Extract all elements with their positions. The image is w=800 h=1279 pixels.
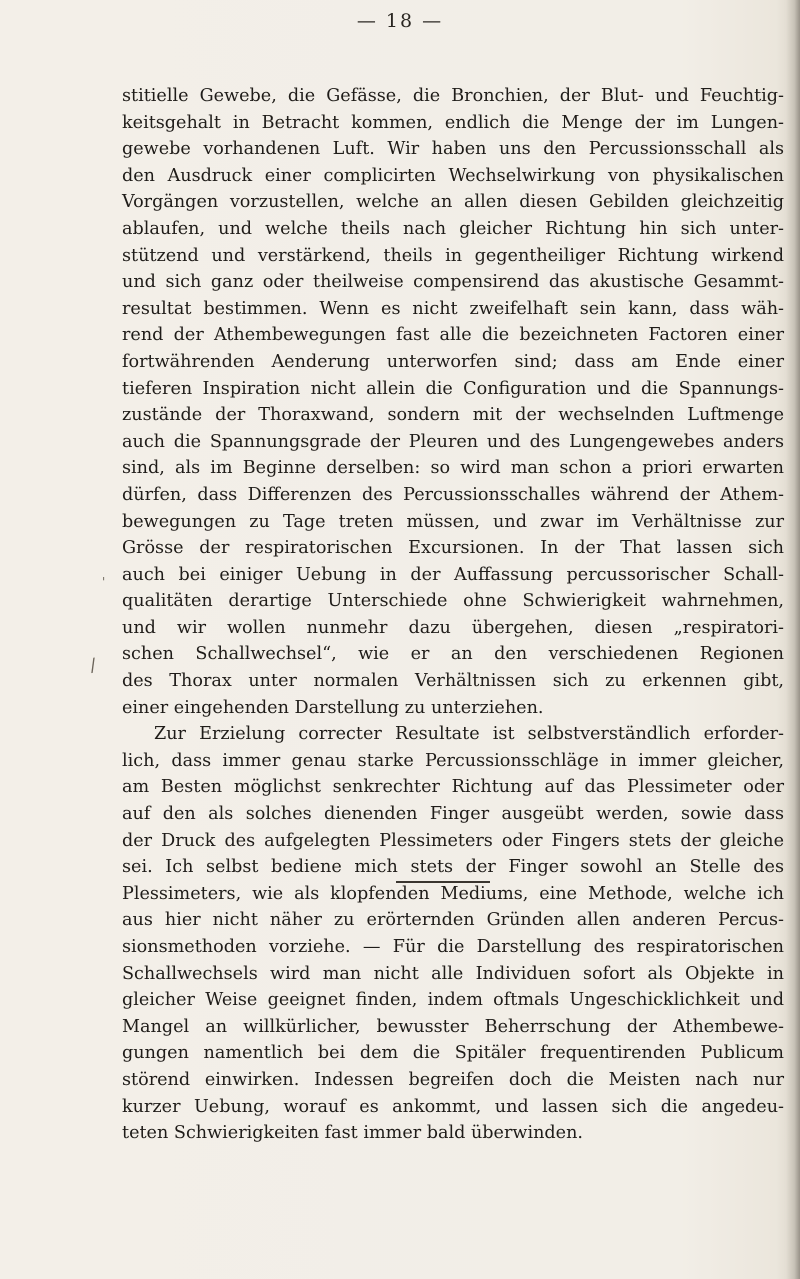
text-line: dürfen, dass Differenzen des Percussionsschalles während der Athem- <box>122 484 784 505</box>
text-line: aus hier nicht näher zu erörternden Gründen allen anderen Percus- <box>122 910 784 931</box>
text-line: schen Schallwechsel“, wie er an den verschiedenen Regionen <box>122 644 784 665</box>
page-number: — 18 — <box>356 10 444 32</box>
text-line: ablaufen, und welche theils nach gleicher Richtung hin sich unter- <box>122 218 784 239</box>
text-line: gewebe vorhandenen Luft. Wir haben uns den Percussionsschall als <box>122 139 784 160</box>
text-line: und sich ganz oder theilweise compensirend das akustische Gesammt- <box>122 272 784 293</box>
text-line: störend einwirken. Indessen begreifen doch die Meisten nach nur <box>122 1069 784 1090</box>
paragraph-last-line: einer eingehenden Darstellung zu unterziehen. <box>122 697 544 718</box>
text-line: Mangel an willkürlicher, bewusster Beherrschung der Athembewe- <box>122 1016 784 1037</box>
text-line: sei. Ich selbst bediene mich stets der Finger sowohl an Stelle des <box>122 857 784 878</box>
text-line: zustände der Thoraxwand, sondern mit der wechselnden Luftmenge <box>122 405 784 426</box>
text-line: stitielle Gewebe, die Gefässe, die Bronchien, der Blut- und Feuchtig- <box>122 86 784 106</box>
text-line: kurzer Uebung, worauf es ankommt, und lassen sich die angedeu- <box>122 1096 784 1117</box>
text-line: keitsgehalt in Betracht kommen, endlich die Menge der im Lungen- <box>122 112 784 133</box>
stray-tick-mark: ' <box>102 575 106 589</box>
text-line: rend der Athembewegungen fast alle die bezeichneten Factoren einer <box>122 325 784 346</box>
text-line: fortwährenden Aenderung unterworfen sind; dass am Ende einer <box>122 351 784 372</box>
text-line: auf den als solches dienenden Finger ausgeübt werden, sowie dass <box>122 804 784 825</box>
text-line: gungen namentlich bei dem die Spitäler frequentirenden Publicum <box>122 1043 784 1064</box>
text-line: tieferen Inspiration nicht allein die Configuration und die Spannungs- <box>122 378 784 399</box>
text-line: und wir wollen nunmehr dazu übergehen, diesen „respiratori- <box>122 617 784 638</box>
section-end-rule <box>396 881 490 883</box>
text-line: des Thorax unter normalen Verhältnissen sich zu erkennen gibt, <box>122 671 784 692</box>
text-line: der Druck des aufgelegten Plessimeters oder Fingers stets der gleiche <box>122 830 784 851</box>
page-edge-shadow <box>786 0 800 1279</box>
text-line: Grösse der respiratorischen Excursionen. In der That lassen sich <box>122 538 784 559</box>
text-line: auch bei einiger Uebung in der Auffassung percussorischer Schall- <box>122 564 784 585</box>
text-line: Vorgängen vorzustellen, welche an allen diesen Gebilden gleichzeitig <box>122 192 784 213</box>
stray-pencil-mark: / <box>88 654 98 677</box>
body-text <box>122 83 784 1147</box>
text-line: sind, als im Beginne derselben: so wird man schon a priori erwarten <box>122 458 784 479</box>
text-line: lich, dass immer genau starke Percussionsschläge in immer gleicher, <box>122 750 784 771</box>
text-line: qualitäten derartige Unterschiede ohne Schwierigkeit wahrnehmen, <box>122 591 784 612</box>
text-line: Plessimeters, wie als klopfenden Mediums, eine Methode, welche ich <box>122 883 784 904</box>
text-line: bewegungen zu Tage treten müssen, und zwar im Verhältnisse zur <box>122 511 784 532</box>
text-line: sionsmethoden vorziehe. — Für die Darstellung des respiratorischen <box>122 937 784 957</box>
paragraph-first-line: Zur Erzielung correcter Resultate ist selbstverständlich erforder- <box>154 724 784 745</box>
text-line: stützend und verstärkend, theils in gegentheiliger Richtung wirkend <box>122 245 784 266</box>
paragraph-last-line: teten Schwierigkeiten fast immer bald überwinden. <box>122 1123 583 1144</box>
text-line: resultat bestimmen. Wenn es nicht zweifelhaft sein kann, dass wäh- <box>122 298 784 319</box>
text-line: den Ausdruck einer complicirten Wechselwirkung von physikalischen <box>122 165 784 186</box>
text-line: Schallwechsels wird man nicht alle Individuen sofort als Objekte in <box>122 963 784 984</box>
text-line: auch die Spannungsgrade der Pleuren und des Lungengewebes anders <box>122 431 784 452</box>
text-line: am Besten möglichst senkrechter Richtung auf das Plessimeter oder <box>122 777 784 798</box>
text-line: gleicher Weise geeignet finden, indem oftmals Ungeschicklichkeit und <box>122 990 784 1011</box>
